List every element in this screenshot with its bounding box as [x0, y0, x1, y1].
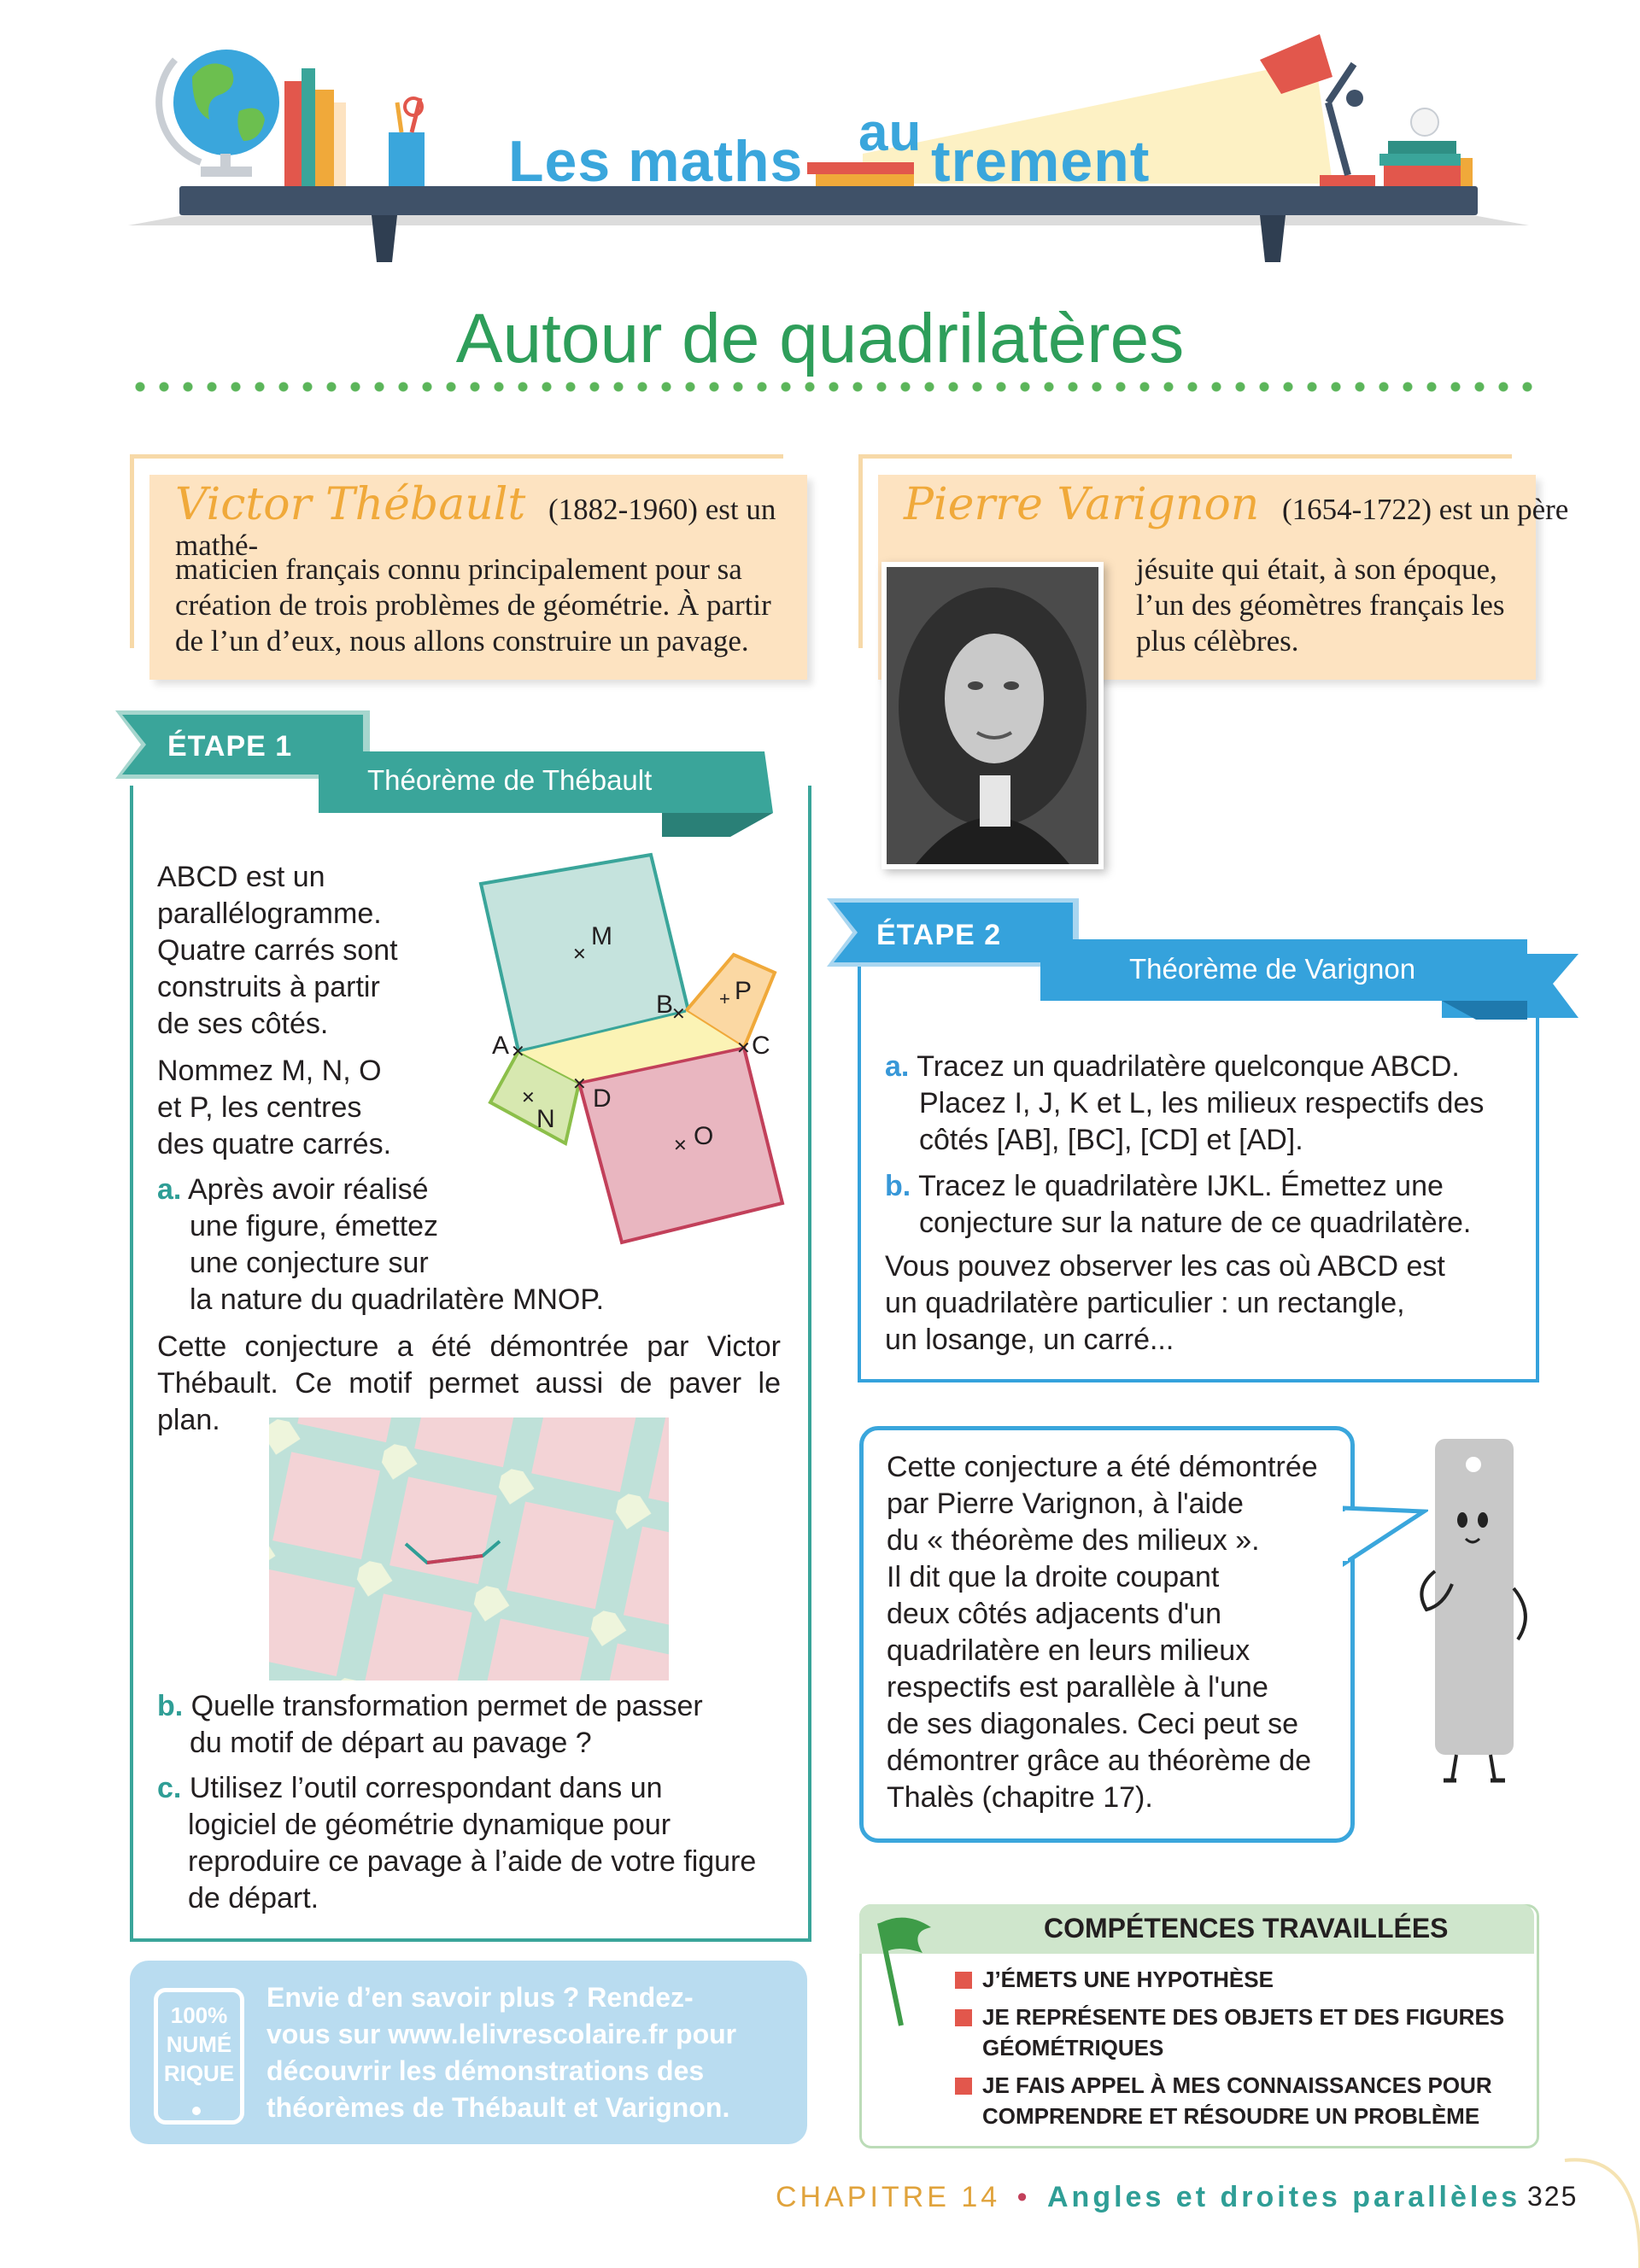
step1-names-line: et P, les centres — [157, 1091, 362, 1124]
competences-list — [955, 1964, 1519, 2131]
step2-a-line: côtés [AB], [BC], [CD] et [AD]. — [919, 1124, 1303, 1156]
step1-intro-line: parallélogramme. — [157, 897, 382, 930]
point-n-label: N — [536, 1105, 555, 1133]
step1-c-line: Utilisez l’outil correspondant dans un — [189, 1772, 663, 1804]
speech-line: par Pierre Varignon, à l'aide — [887, 1488, 1244, 1520]
step1-proof-line: Cette conjecture a été démontrée par Victor — [157, 1330, 781, 1363]
step2-b-label: b. — [885, 1170, 911, 1202]
bio-thebault-card — [149, 475, 807, 680]
bullet-square — [955, 2078, 972, 2095]
phone-badge-icon — [154, 1988, 244, 2125]
point-c-cross: ✕ — [736, 1039, 751, 1058]
green-flag-icon — [863, 1906, 940, 2034]
badge-line: NUMÉ — [166, 2031, 232, 2057]
footer-topic: Angles et droites parallèles — [1047, 2181, 1521, 2213]
header-title — [508, 103, 1151, 195]
point-a-cross: ✕ — [511, 1043, 525, 1061]
step2-a-line: Tracez un quadrilatère quelconque ABCD. — [917, 1050, 1460, 1083]
digital-line: Envie d’en savoir plus ? Rendez- — [266, 1982, 694, 2013]
step1-ribbon-title: Théorème de Thébault — [367, 764, 653, 796]
bio-thebault-line-1: maticien français connu principalement pour sa — [175, 552, 742, 586]
competence-item — [955, 2070, 1519, 2131]
dotted-divider — [128, 382, 1538, 392]
header-title-au: au — [858, 103, 922, 162]
step2-ribbon-title: Théorème de Varignon — [1129, 953, 1416, 985]
speech-line: deux côtés adjacents d'un — [887, 1598, 1222, 1630]
step1-a-line: Après avoir réalisé — [187, 1173, 429, 1206]
point-d-cross: ✕ — [572, 1075, 587, 1094]
point-o-cross: ✕ — [673, 1137, 688, 1155]
thebault-figure — [478, 850, 803, 1251]
point-a-label: A — [492, 1032, 510, 1060]
point-b-cross: ✕ — [671, 1005, 686, 1024]
page-number: 325 — [1527, 2181, 1578, 2212]
point-n-cross: ✕ — [521, 1089, 536, 1108]
step1-b-line: Quelle transformation permet de passer — [190, 1690, 703, 1722]
header-title-right: trement — [931, 129, 1151, 194]
step1-c-line: logiciel de géométrie dynamique pour — [188, 1809, 671, 1841]
bio-varignon-line-2: l’un des géomètres français les — [1136, 588, 1505, 622]
step1-a-label: a. — [157, 1173, 182, 1206]
step1-intro-line: Quatre carrés sont — [157, 934, 398, 967]
digital-line: découvrir les démonstrations des — [266, 2055, 705, 2086]
footer-chapter: CHAPITRE 14 — [776, 2181, 1001, 2213]
step1-proof-line: Thébault. Ce motif permet aussi de paver le plan. — [157, 1367, 781, 1436]
badge-line: RIQUE — [163, 2060, 235, 2086]
pencil-cup-icon — [389, 98, 425, 186]
speech-text — [887, 1449, 1318, 1816]
point-m-label: M — [591, 922, 612, 950]
competences-title: COMPÉTENCES TRAVAILLÉES — [1044, 1913, 1449, 1944]
step1-intro-line: de ses côtés. — [157, 1008, 329, 1040]
step1-a-line: la nature du quadrilatère MNOP. — [190, 1283, 605, 1316]
speech-line: du « théorème des milieux ». — [887, 1524, 1260, 1557]
point-o-label: O — [694, 1122, 714, 1150]
shelf — [179, 186, 1478, 215]
bio-varignon-line-1: jésuite qui était, à son époque, — [1136, 552, 1497, 586]
competence-text: JE REPRÉSENTE DES OBJETS ET DES FIGURES — [982, 2004, 1505, 2030]
bio-thebault-name: Victor Thébault — [175, 479, 526, 530]
step1-intro-line: ABCD est un — [157, 861, 325, 893]
bio-varignon-name: Pierre Varignon — [904, 479, 1260, 530]
bio-thebault-line-3: de l’un d’eux, nous allons construire un pavage. — [175, 624, 749, 658]
digital-info-text — [266, 1979, 736, 2126]
badge-line: 100% — [170, 2002, 228, 2028]
step1-tag: ÉTAPE 1 — [167, 730, 293, 763]
header-illustration — [0, 0, 1640, 273]
competence-text: JE FAIS APPEL À MES CONNAISSANCES POUR — [982, 2072, 1492, 2098]
step1-names-line: des quatre carrés. — [157, 1128, 392, 1160]
books-left-icon — [284, 68, 346, 186]
bio-varignon-line-3: plus célèbres. — [1136, 624, 1299, 658]
footer-bullet: • — [1016, 2181, 1031, 2213]
speech-line: de ses diagonales. Ceci peut se — [887, 1708, 1298, 1740]
digital-line[interactable]: vous sur www.lelivrescolaire.fr pour — [266, 2019, 737, 2049]
point-d-label: D — [593, 1084, 612, 1113]
competence-text: J’ÉMETS UNE HYPOTHÈSE — [982, 1967, 1274, 1992]
corner-arc — [1563, 2152, 1640, 2268]
competence-item — [955, 2002, 1519, 2063]
step2-b-line: Tracez le quadrilatère IJKL. Émettez une — [918, 1170, 1444, 1202]
step2-tag: ÉTAPE 2 — [876, 919, 1002, 951]
step1-question-b — [157, 1688, 703, 1762]
digital-line: théorèmes de Thébault et Varignon. — [266, 2092, 730, 2123]
step1-b-line: du motif de départ au pavage ? — [190, 1727, 592, 1759]
header-title-left: Les maths — [508, 129, 804, 194]
bio-varignon-line-0: (1654-1722) est un père — [1282, 493, 1569, 526]
step2-question-b — [885, 1168, 1471, 1242]
speech-line: Thalès (chapitre 17). — [887, 1781, 1153, 1814]
step1-c-label: c. — [157, 1772, 182, 1804]
step2-a-line: Placez I, J, K et L, les milieux respectifs des — [919, 1087, 1485, 1119]
step1-c-line: de départ. — [188, 1882, 319, 1914]
step2-note-line: Vous pouvez observer les cas où ABCD est — [885, 1250, 1445, 1283]
point-m-cross: ✕ — [572, 945, 587, 964]
page-title: Autour de quadrilatères — [455, 300, 1185, 377]
point-p-cross: + — [719, 988, 730, 1009]
globe-icon — [159, 50, 279, 177]
step1-intro-line: construits à partir — [157, 971, 380, 1003]
tiling-illustration — [269, 1418, 669, 1681]
step1-names — [157, 1053, 391, 1163]
step2-b-line: conjecture sur la nature de ce quadrilatère. — [919, 1207, 1472, 1239]
point-p-label: P — [735, 977, 753, 1005]
varignon-portrait — [882, 562, 1104, 869]
step1-a-line: une conjecture sur — [190, 1247, 429, 1279]
ruler-mascot-icon — [1409, 1435, 1538, 1793]
step2-note-line: un losange, un carré... — [885, 1324, 1174, 1356]
bullet-square — [955, 1972, 972, 1989]
competence-text: GÉOMÉTRIQUES — [982, 2035, 1164, 2060]
bio-thebault-line-0: (1882-1960) est un mathé- — [175, 493, 776, 562]
step1-names-line: Nommez M, N, O — [157, 1055, 382, 1087]
step2-note-line: un quadrilatère particulier : un rectangle, — [885, 1287, 1405, 1319]
step2-a-label: a. — [885, 1050, 910, 1083]
bullet-square — [955, 2009, 972, 2026]
shelf-shadow — [128, 215, 1529, 225]
step2-question-a — [885, 1049, 1484, 1159]
step1-c-line: reproduire ce pavage à l’aide de votre figure — [188, 1845, 757, 1878]
speech-line: respectifs est parallèle à l'une — [887, 1671, 1268, 1704]
speech-line: démontrer grâce au théorème de — [887, 1745, 1312, 1777]
competence-text: COMPRENDRE ET RÉSOUDRE UN PROBLÈME — [982, 2103, 1480, 2129]
competence-item — [955, 1964, 1519, 1995]
step1-question-c — [157, 1770, 756, 1917]
step1-b-label: b. — [157, 1690, 184, 1722]
step2-note — [885, 1248, 1445, 1359]
point-b-label: B — [656, 991, 674, 1019]
step1-a-line: une figure, émettez — [190, 1210, 439, 1242]
speech-line: Cette conjecture a été démontrée — [887, 1451, 1318, 1483]
bio-thebault-line-2: création de trois problèmes de géométrie. À partir — [175, 588, 771, 622]
speech-line: Il dit que la droite coupant — [887, 1561, 1220, 1593]
speech-line: quadrilatère en leurs milieux — [887, 1634, 1250, 1667]
books-right-icon — [1379, 108, 1473, 186]
footer — [776, 2181, 1520, 2214]
point-c-label: C — [752, 1032, 770, 1060]
step1-intro — [157, 859, 398, 1043]
